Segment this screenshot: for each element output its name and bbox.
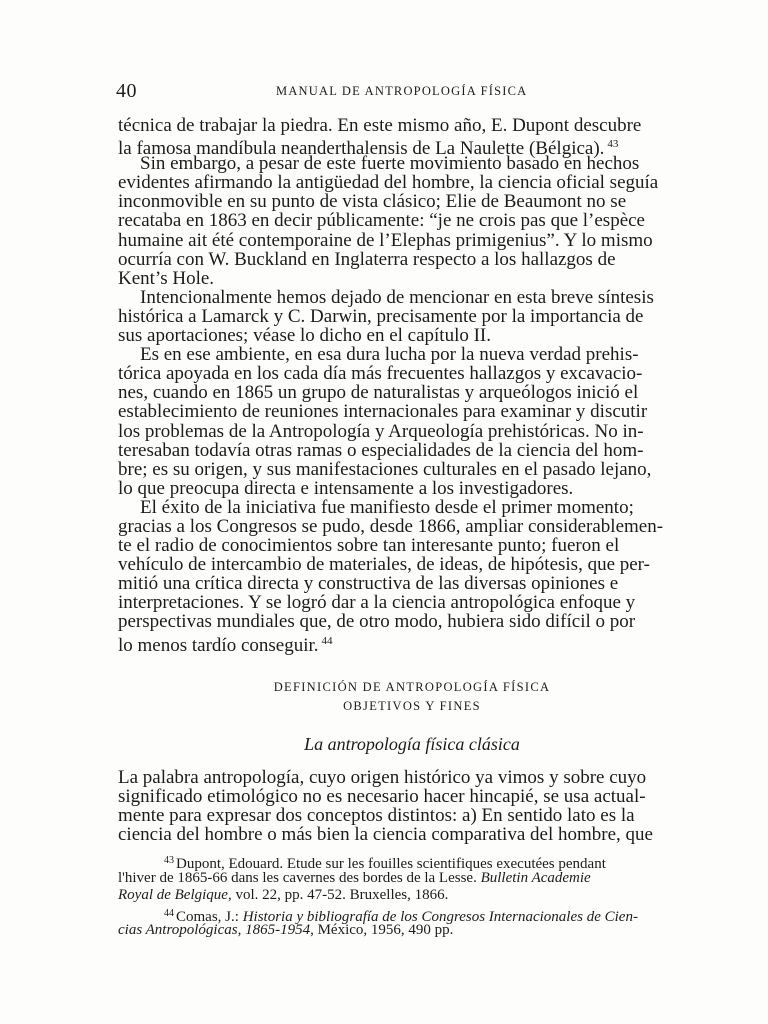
text-line: Es en ese ambiente, en esa dura lucha por la nueva verdad prehis- [140,344,639,366]
page-number: 40 [116,80,137,102]
running-head: MANUAL DE ANTROPOLOGÍA FÍSICA [276,84,528,98]
text-line: El éxito de la iniciativa fue manifiesto desde el primer momento; [140,496,634,518]
text-line: vehículo de intercambio de materiales, de ideas, de hipótesis, que per- [118,554,650,576]
text-line: Intencionalmente hemos dejado de mencionar en esta breve síntesis [140,286,654,308]
text-line: Kent’s Hole. [118,267,215,289]
body-line [118,460,706,479]
body-line [118,498,706,517]
footnote-44-title: Historia y bibliografía de los Congresos Internacionales de Cien- [242,908,638,925]
body-line [118,479,706,498]
text-line: recataba en 1863 en decir públicamente: “je ne crois pas que l’espèce [118,210,645,232]
text-line: ciencia del hombre o más bien la ciencia comparativa del hombre, que [118,824,653,846]
section-line [118,787,706,806]
body-line [118,612,706,631]
text-line: te el radio de conocimientos sobre tan interesante punto; fueron el [118,535,620,557]
body-line [118,364,706,383]
body-line [118,116,706,135]
footnote-43-mark: 43 [164,855,174,866]
text-line: evidentes afirmando la antigüedad del hombre, la ciencia oficial seguía [118,172,659,194]
text-line: ocurría con W. Buckland en Inglaterra respecto a los hallazgos de [118,248,616,270]
text-line: bre; es su origen, y sus manifestaciones culturales en el pasado lejano, [118,458,652,480]
footnote-44-author: Comas, J.: [176,908,243,925]
text-line: nes, cuando en 1865 un grupo de naturalistas y arqueólogos inició el [118,382,639,404]
footnote-43-journal: Bulletin Academie [480,869,591,886]
text-line: inconmovible en su punto de vista clásico; Elie de Beaumont no se [118,191,627,213]
section-heading-line2: OBJETIVOS Y FINES [343,699,481,713]
body-line [118,441,706,460]
text-line: lo que preocupa directa e intensamente a los investigadores. [118,477,574,499]
body-line [118,288,706,307]
body-line [118,345,706,364]
main-text [118,115,706,656]
text-line: histórica a Lamarck y C. Darwin, precisamente por la importancia de [118,305,644,327]
text-line: establecimiento de reuniones internacionales para examinar y discutir [118,401,648,423]
footnote-43-line-1 [118,852,718,870]
text-line: Sin embargo, a pesar de este fuerte movimiento basado en hechos [140,153,640,175]
text-line: perspectivas mundiales que, de otro modo, hubiera sido difícil o por [118,611,636,633]
text-line: tórica apoyada en los cada día más frecuentes hallazgos y excavacio- [118,363,643,385]
footnote-43-text-3: , vol. 22, pp. 47-52. Bruxelles, 1866. [227,887,449,903]
text-line: teresaban todavía otras ramas o especialidades de la ciencia del hom- [118,439,644,461]
body-line [118,422,706,441]
body-line [118,536,706,555]
body-line [118,326,706,345]
page-header [112,80,672,104]
text-line: lo menos tardío conseguir. [118,634,319,656]
text-line: mitió una crítica directa y constructiva de las diversas opiniones e [118,573,619,595]
body-line [118,632,706,656]
footnotes [118,852,718,940]
footnote-reference[interactable]: 44 [321,634,333,647]
text-line: técnica de trabajar la piedra. En este mismo año, E. Dupont descubre [118,115,642,136]
footnote-43-line-3 [118,887,718,905]
section-line [118,768,706,787]
body-line [118,154,706,173]
section-line [118,806,706,825]
footnote-43-line-2 [118,870,718,888]
section-text [118,768,706,844]
section-subtitle: La antropología física clásica [304,734,520,754]
text-line: sus aportaciones; véase lo dicho en el capítulo II. [118,325,492,347]
text-line: La palabra antropología, cuyo origen histórico ya vimos y sobre cuyo [118,767,647,788]
text-line: significado etimológico no es necesario hacer hincapié, se usa actual- [118,786,646,808]
text-line: humaine ait été contemporaine de l’Elephas primigenius”. Y lo mismo [118,229,653,251]
text-line: gracias a los Congresos se pudo, desde 1866, ampliar considerablemen- [118,515,664,537]
footnote-44-mark: 44 [164,907,174,919]
footnote-reference[interactable]: 43 [607,138,619,151]
footnote-44-text-2: , México, 1956, 490 pp. [310,922,454,938]
body-line [118,555,706,574]
text-line: mente para expresar dos conceptos distintos: a) En sentido lato es la [118,805,635,827]
body-line [118,269,706,288]
body-line [118,517,706,536]
body-line [118,173,706,192]
footnote-44-title-2: cias Antropológicas, 1865-1954 [118,922,311,938]
body-line [118,135,706,160]
body-line [118,307,706,326]
body-line [118,383,706,402]
footnote-44-line-1 [118,905,718,923]
body-line [118,192,706,211]
body-line [118,250,706,269]
body-line [118,402,706,421]
footnote-43-journal-2: Royal de Belgique [118,887,228,903]
body-line [118,231,706,250]
text-line: interpretaciones. Y se logró dar a la ciencia antropológica enfoque y [118,592,636,614]
footnote-43-text-2: l'hiver de 1865-66 dans les cavernes des bordes de la Lesse. [118,869,481,886]
section-heading-line1: DEFINICIÓN DE ANTROPOLOGÍA FÍSICA [273,680,551,694]
body-line [118,574,706,593]
section-line [118,825,706,844]
body-line [118,593,706,612]
text-line: la famosa mandíbula neanderthalensis de La Naulette (Bélgica). [118,138,605,160]
text-line: los problemas de la Antropología y Arqueología prehistóricas. No in- [118,420,644,442]
body-line [118,211,706,230]
footnote-43-text: Dupont, Edouard. Etude sur les fouilles scientifiques executées pendant [176,856,606,872]
